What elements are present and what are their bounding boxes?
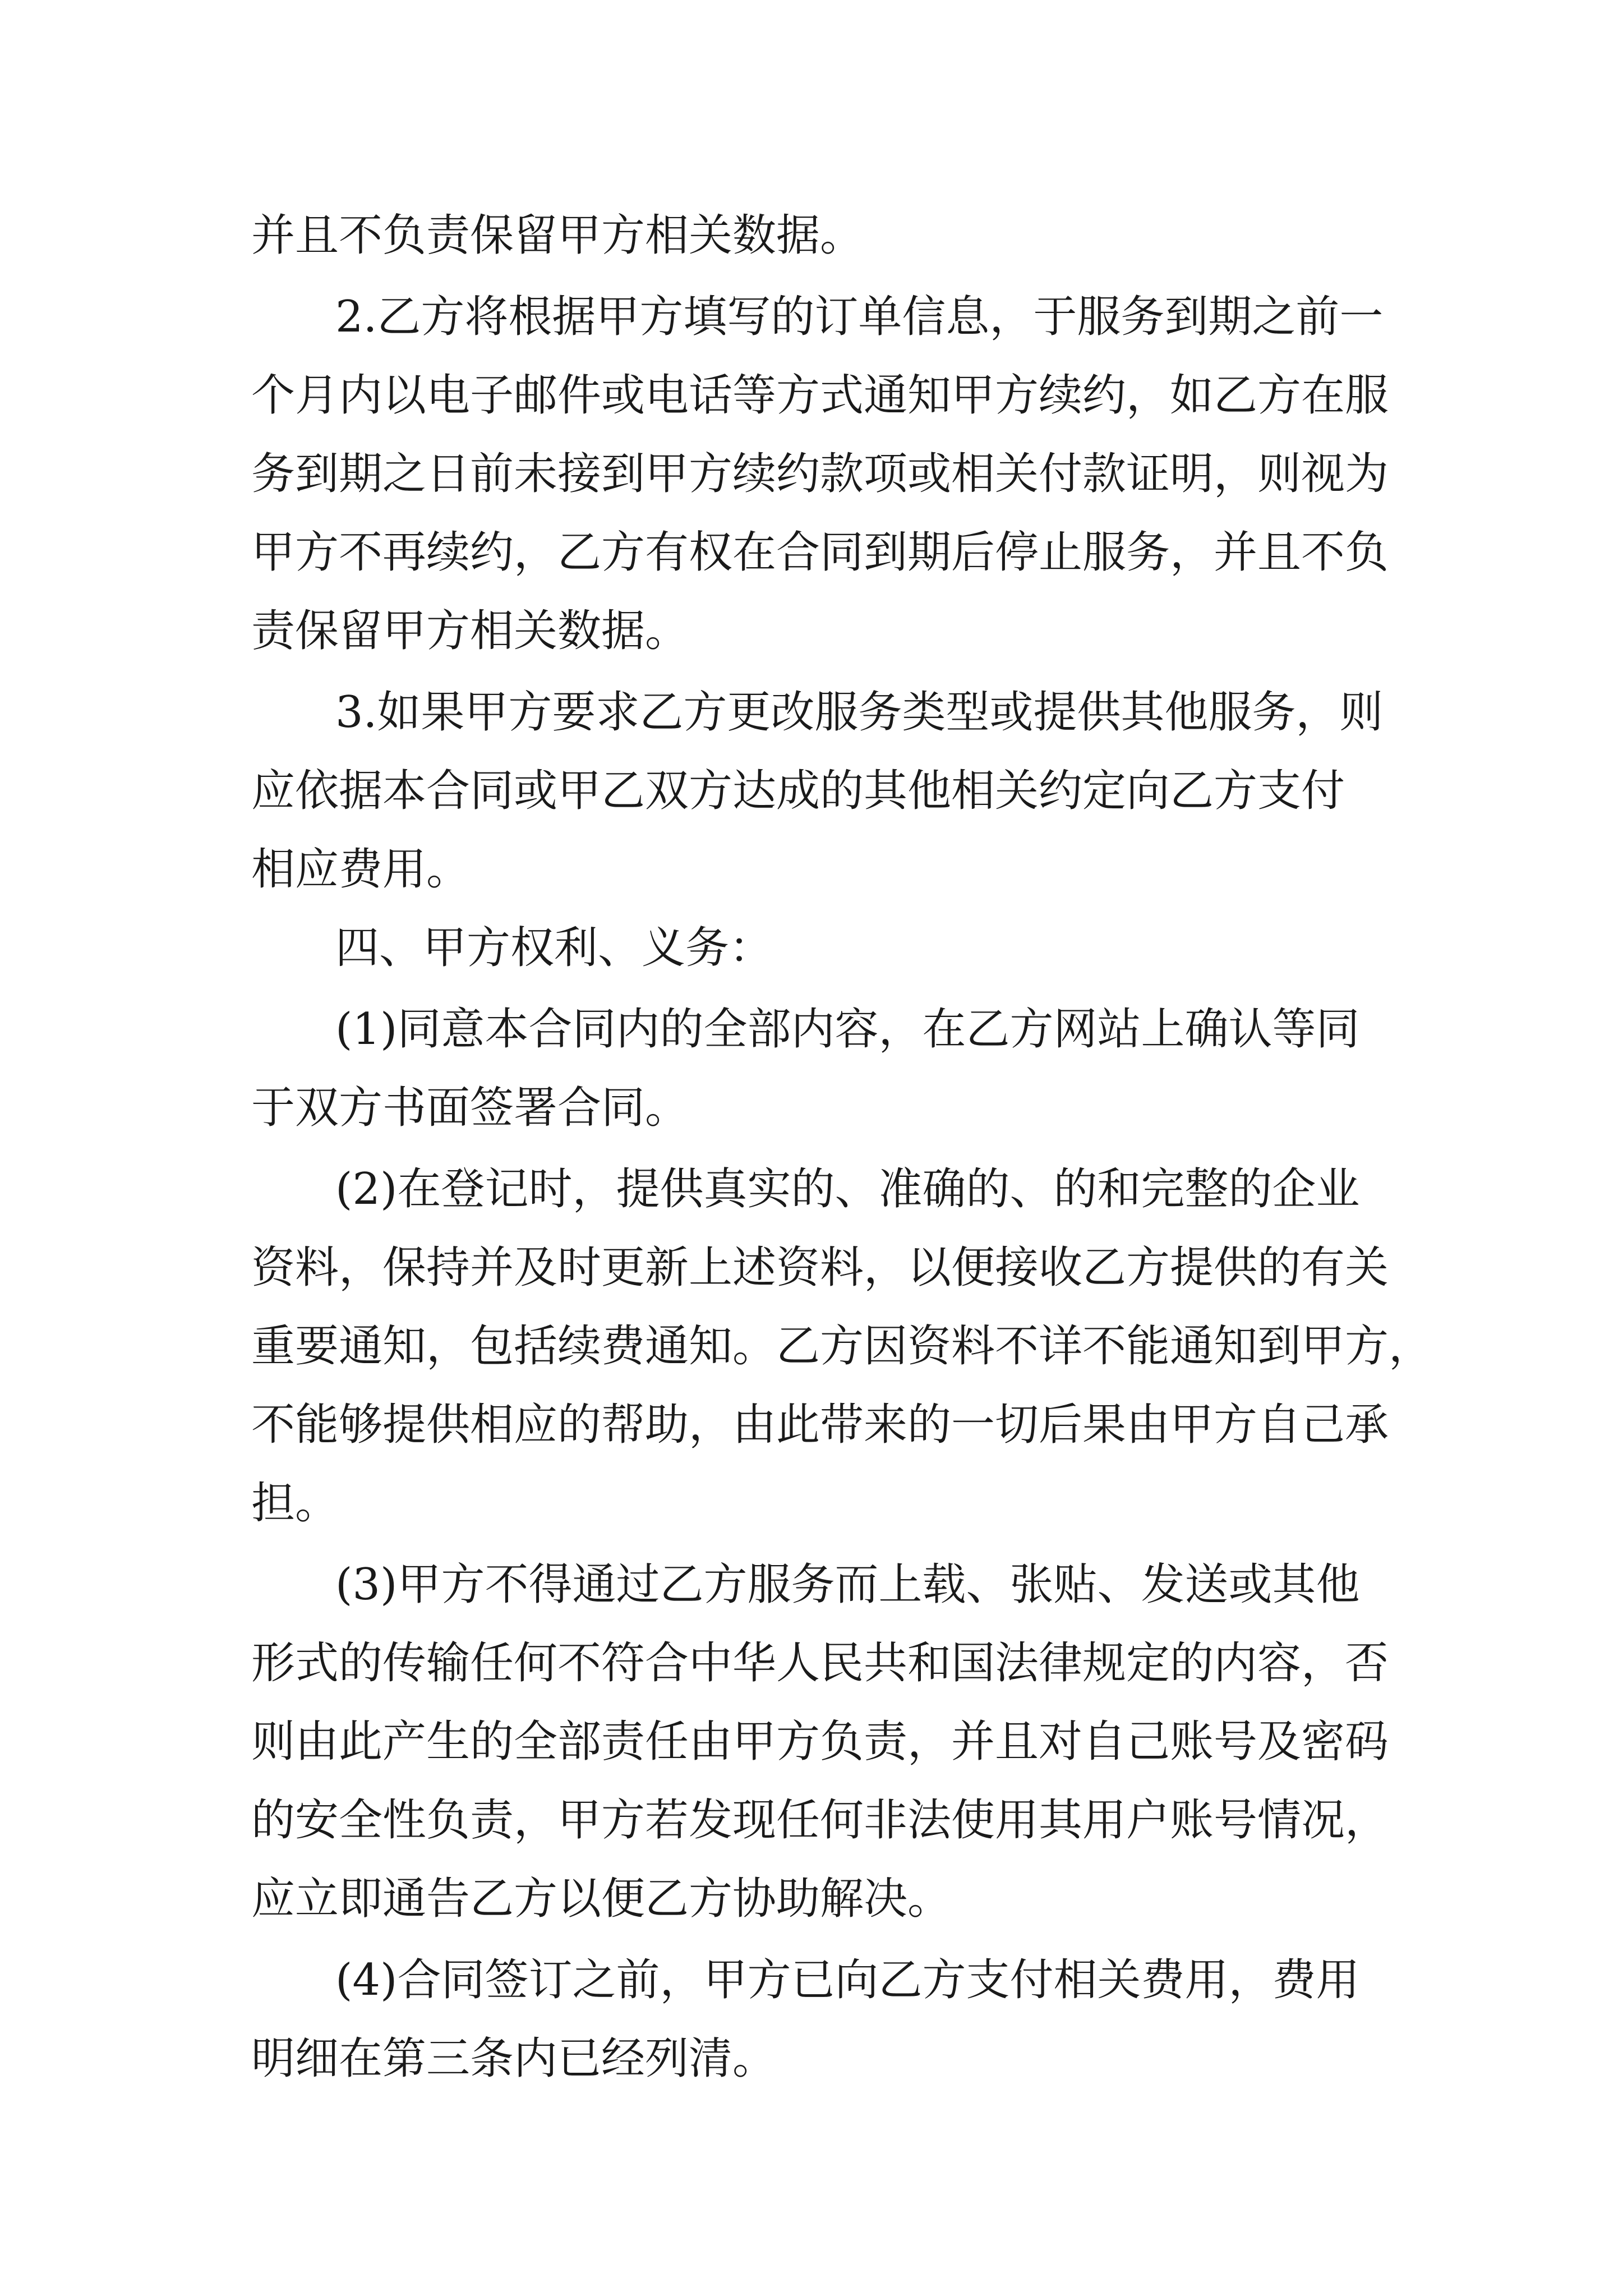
text-line: 应立即通告乙方以便乙方协助解决。 — [251, 1874, 952, 1924]
text-line: 务到期之日前未接到甲方续约款项或相关付款证明，则视为 — [251, 449, 1389, 499]
text-line: 重要通知，包括续费通知。乙方因资料不详不能通知到甲方， — [251, 1321, 1433, 1372]
text-line: (4)合同签订之前，甲方已向乙方支付相关费用，费用 — [335, 1955, 1360, 2005]
text-line: 明细在第三条内已经列清。 — [251, 2033, 777, 2084]
text-line: 应依据本合同或甲乙双方达成的其他相关约定向乙方支付 — [251, 766, 1345, 816]
text-line: 个月内以电子邮件或电话等方式通知甲方续约，如乙方在服 — [251, 370, 1389, 421]
text-line: 的安全性负责，甲方若发现任何非法使用其用户账号情况， — [251, 1795, 1389, 1846]
text-line: 于双方书面签署合同。 — [251, 1083, 689, 1133]
section-heading: 四、甲方权利、义务： — [335, 923, 773, 973]
text-line: 3.如果甲方要求乙方更改服务类型或提供其他服务，则 — [335, 687, 1384, 738]
text-line: 担。 — [251, 1478, 339, 1529]
text-line: 相应费用。 — [251, 844, 471, 895]
text-line: (3)甲方不得通过乙方服务而上载、张贴、发送或其他 — [335, 1559, 1360, 1610]
text-line: (1)同意本合同内的全部内容，在乙方网站上确认等同 — [335, 1004, 1360, 1055]
text-line: (2)在登记时，提供真实的、准确的、的和完整的企业 — [335, 1164, 1360, 1214]
text-line: 则由此产生的全部责任由甲方负责，并且对自己账号及密码 — [251, 1717, 1389, 1767]
text-line: 资料，保持并及时更新上述资料，以便接收乙方提供的有关 — [251, 1243, 1389, 1293]
text-line: 甲方不再续约，乙方有权在合同到期后停止服务，并且不负 — [251, 527, 1389, 578]
text-line: 不能够提供相应的帮助，由此带来的一切后果由甲方自己承 — [251, 1400, 1389, 1450]
text-line: 形式的传输任何不符合中华人民共和国法律规定的内容，否 — [251, 1638, 1389, 1688]
text-line: 责保留甲方相关数据。 — [251, 606, 689, 656]
text-line: 并且不负责保留甲方相关数据。 — [251, 210, 864, 261]
text-line: 2.乙方将根据甲方填写的订单信息，于服务到期之前一 — [335, 292, 1384, 342]
